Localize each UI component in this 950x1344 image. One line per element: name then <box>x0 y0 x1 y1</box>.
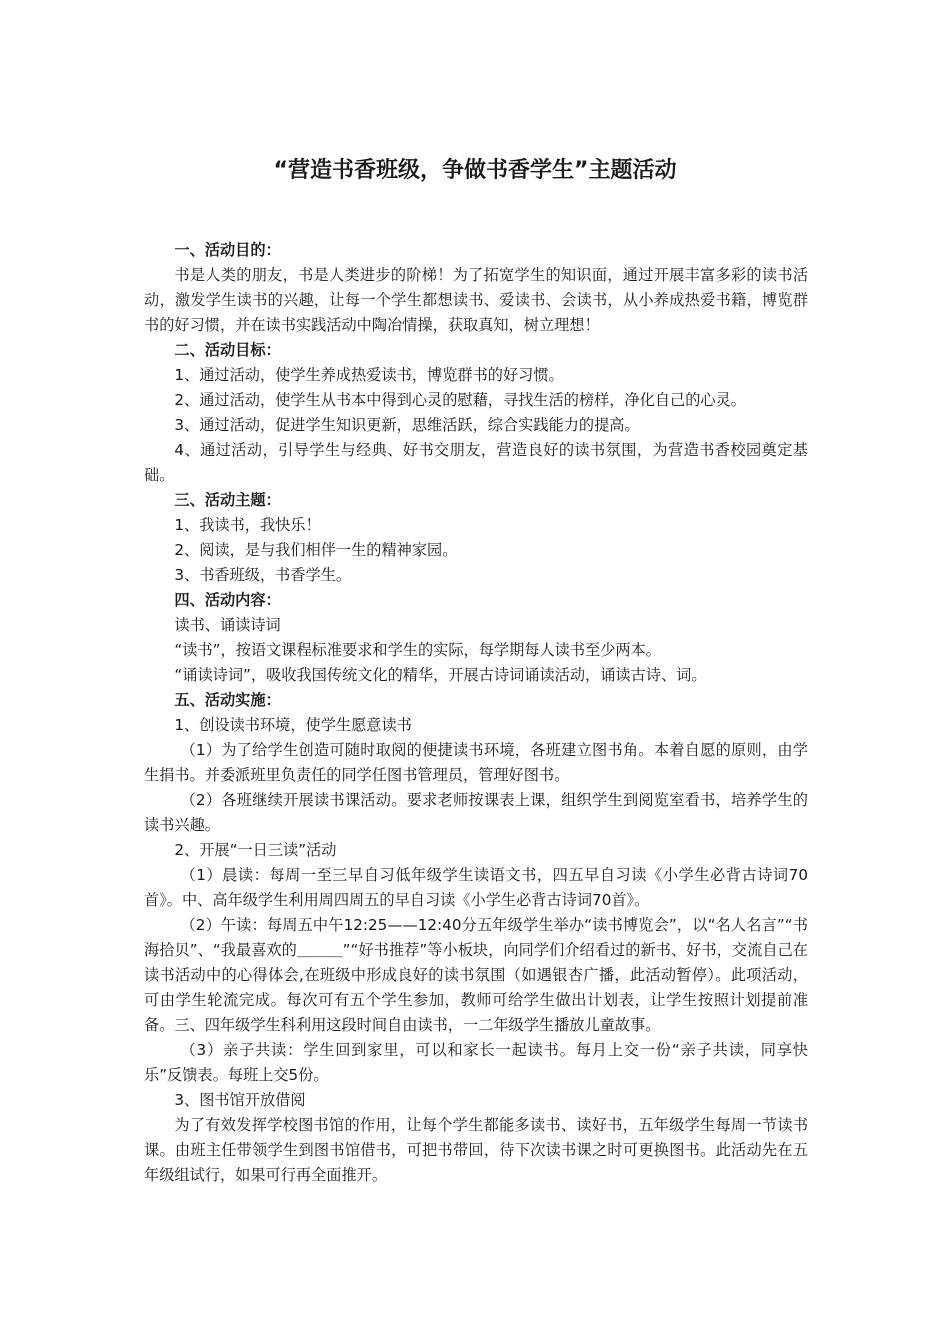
document-body <box>144 238 808 1188</box>
section-heading-content: 四、活动内容： <box>174 591 281 609</box>
document-title: “营造书香班级，争做书香学生”主题活动 <box>273 158 677 183</box>
theme-item: 3、书香班级，书香学生。 <box>174 566 352 584</box>
section-heading-implementation: 五、活动实施： <box>174 691 281 709</box>
purpose-paragraph: 书是人类的朋友，书是人类进步的阶梯！为了拓宽学生的知识面，通过开展丰富多彩的读书活动，激发学生读书的兴趣，让每一个学生都想读书、爱读书、会读书，从小养成热爱书籍，博览群书的好习惯，并在读书实践活动中陶冶情操，获取真知，树立理想！ <box>144 266 808 334</box>
section-heading-theme: 三、活动主题： <box>174 491 281 509</box>
goal-item: 4、通过活动，引导学生与经典、好书交朋友，营造良好的读书氛围，为营造书香校园奠定基础。 <box>144 441 808 484</box>
implementation-paragraph: 为了有效发挥学校图书馆的作用，让每个学生都能多读书、读好书，五年级学生每周一节读书课。由班主任带领学生到图书馆借书，可把书带回，待下次读书课之时可更换图书。此活动先在五年级组试行，如果可行再全面推开。 <box>144 1116 808 1184</box>
content-line: “诵读诗词”，吸收我国传统文化的精华，开展古诗词诵读活动，诵读古诗、词。 <box>174 666 707 684</box>
theme-item: 1、我读书，我快乐！ <box>174 516 321 534</box>
implementation-paragraph: （2）午读：每周五中午12:25——12:40分五年级学生举办“读书博览会”，以“名人名言”“书海拾贝”、“我最喜欢的＿＿＿”“好书推荐”等小板块，向同学们介绍看过的新书、好书，交流自己在读书活动中的心得体会,在班级中形成良好的读书氛围（如遇银杏广播，此活动暂停）。此项活动，可由学生轮流完成。每次可有五个学生参加，教师可给学生做出计划表，让学生按照计划提前准备。三、四年级学生科利用这段时间自由读书，一二年级学生播放儿童故事。 <box>144 916 808 1034</box>
goal-item: 1、通过活动，使学生养成热爱读书，博览群书的好习惯。 <box>174 366 564 384</box>
section-heading-goals: 二、活动目标： <box>174 341 281 359</box>
content-line: 读书、诵读诗词 <box>174 616 281 634</box>
implementation-paragraph: （3）亲子共读：学生回到家里，可以和家长一起读书。每月上交一份“亲子共读，同享快乐”反馈表。每班上交5份。 <box>144 1041 808 1084</box>
subsection-title: 2、开展“一日三读”活动 <box>174 841 337 859</box>
implementation-paragraph: （2）各班继续开展读书课活动。要求老师按课表上课，组织学生到阅览室看书，培养学生的读书兴趣。 <box>144 791 808 834</box>
implementation-paragraph: （1）晨读：每周一至三早自习低年级学生读语文书，四五早自习读《小学生必背古诗词70首》。中、高年级学生利用周四周五的早自习读《小学生必背古诗词70首》。 <box>144 866 808 909</box>
goal-item: 2、通过活动，使学生从书本中得到心灵的慰藉，寻找生活的榜样，净化自己的心灵。 <box>174 391 746 409</box>
subsection-title: 3、图书馆开放借阅 <box>174 1091 306 1109</box>
theme-item: 2、阅读，是与我们相伴一生的精神家园。 <box>174 541 458 559</box>
implementation-paragraph: （1）为了给学生创造可随时取阅的便捷读书环境，各班建立图书角。本着自愿的原则，由学生捐书。并委派班里负责任的同学任图书管理员，管理好图书。 <box>144 741 808 784</box>
goal-item: 3、通过活动，促进学生知识更新，思维活跃，综合实践能力的提高。 <box>174 416 640 434</box>
content-line: “读书”，按语文课程标准要求和学生的实际，每学期每人读书至少两本。 <box>174 641 661 659</box>
subsection-title: 1、创设读书环境，使学生愿意读书 <box>174 716 412 734</box>
section-heading-purpose: 一、活动目的： <box>174 241 281 259</box>
